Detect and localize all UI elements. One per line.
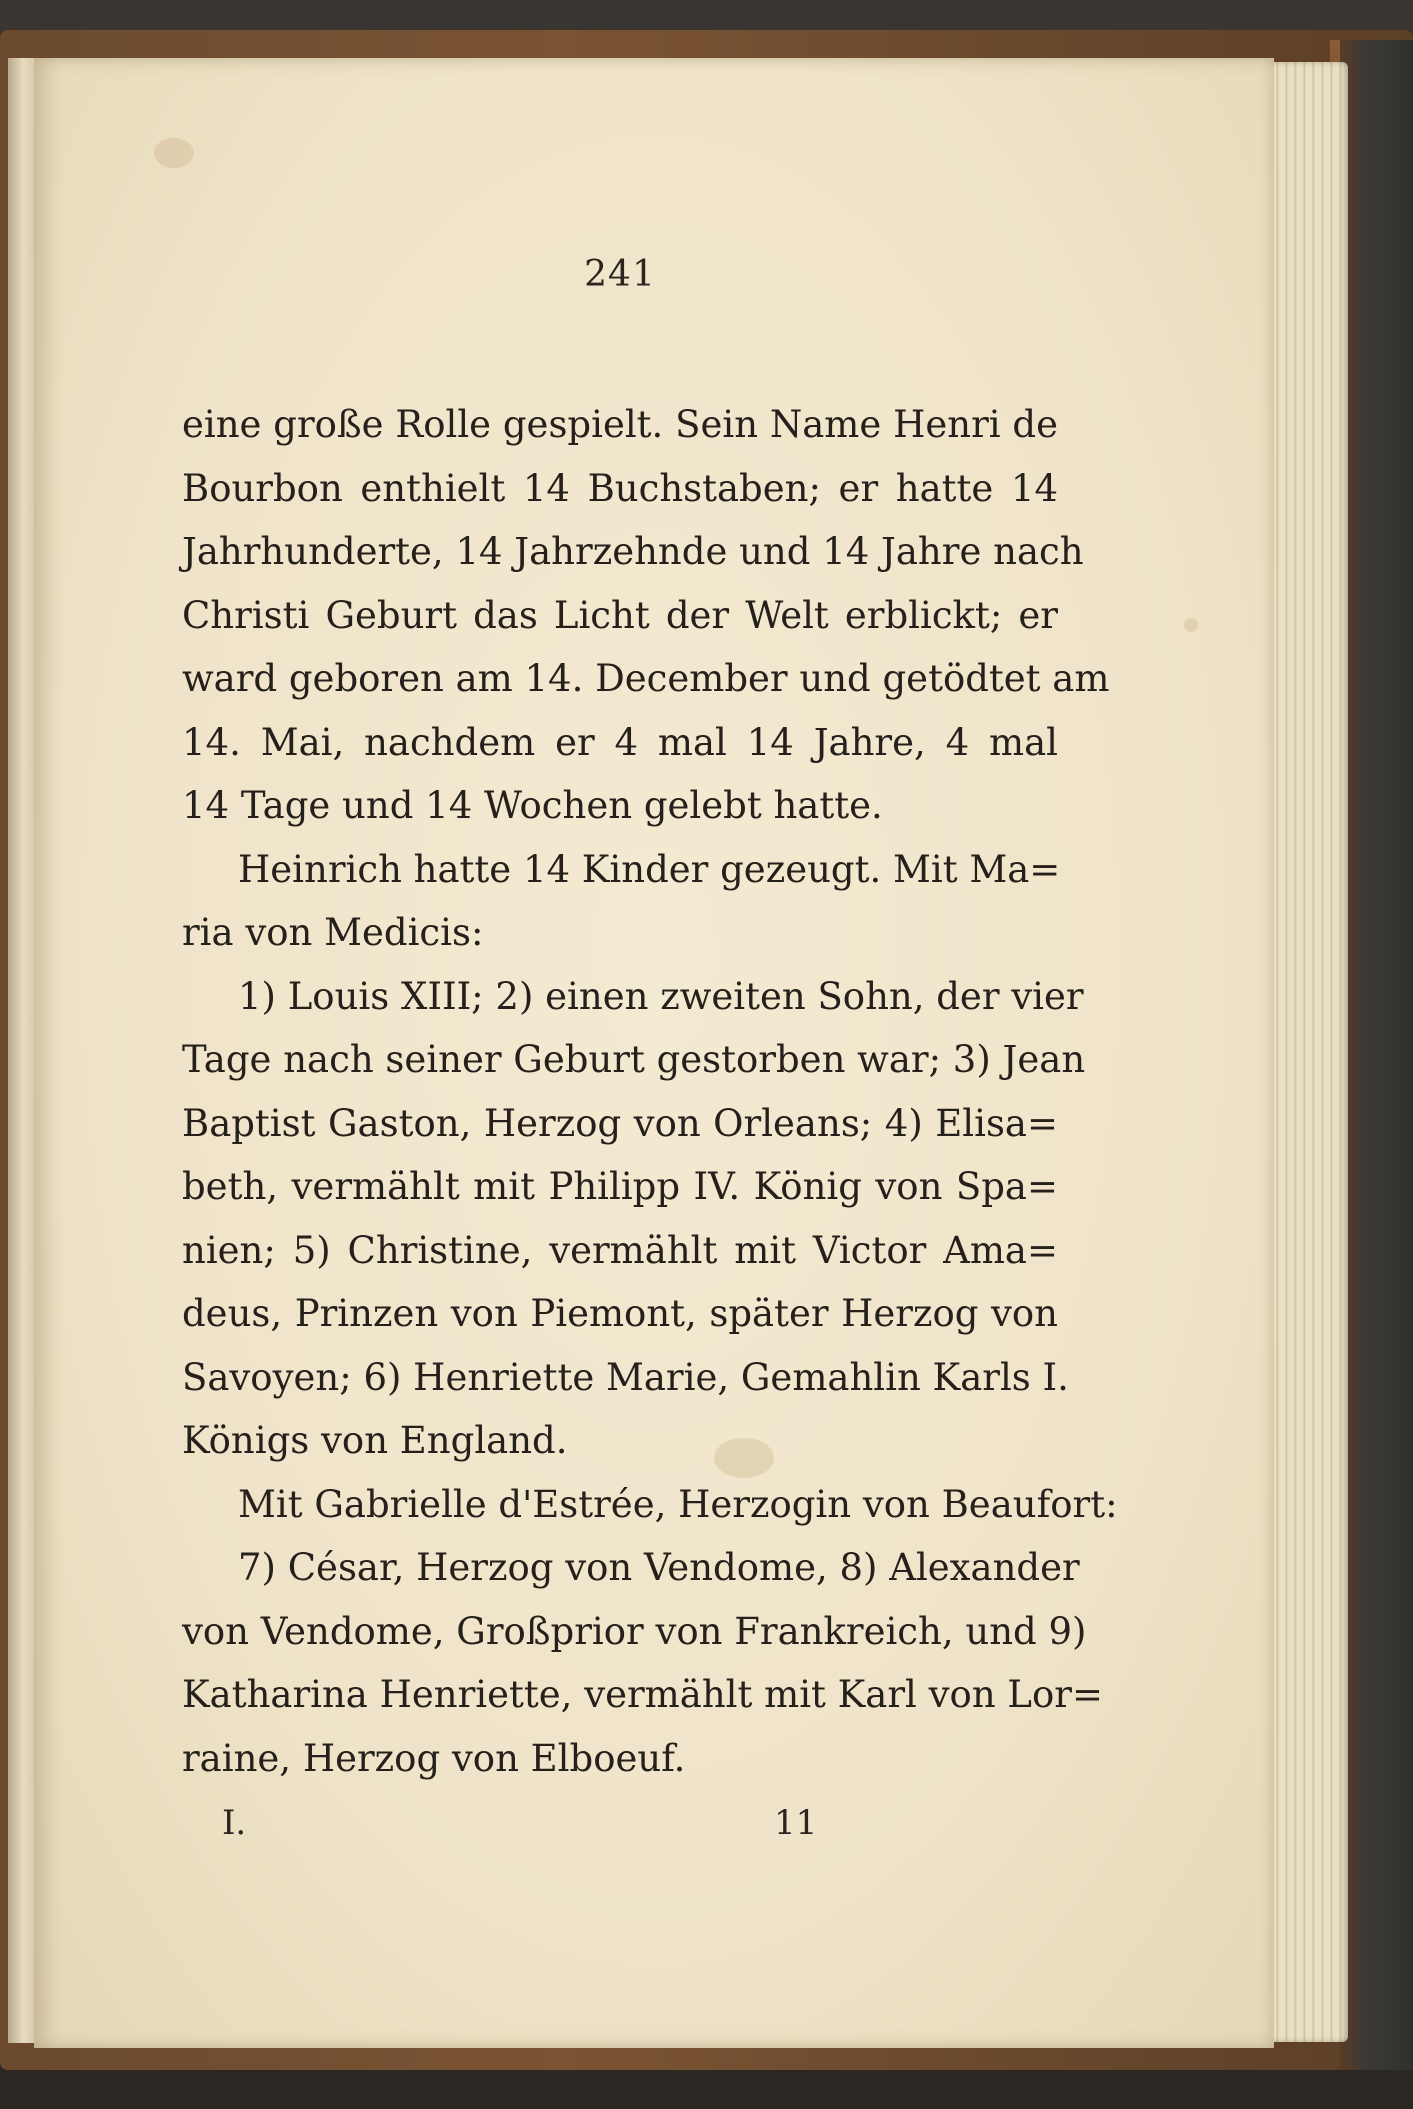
- text-line: Heinrich hatte 14 Kinder gezeugt. Mit Ma=: [238, 847, 1061, 891]
- text-line: ward geboren am 14. December und getödtet am: [182, 657, 1110, 700]
- text-line: Christi Geburt das Licht der Welt erblickt; er: [182, 593, 1058, 637]
- book-page: [34, 58, 1274, 2048]
- page-number: 241: [584, 254, 656, 295]
- page-edges: [1270, 62, 1348, 2042]
- text-line: nien; 5) Christine, vermählt mit Victor Ama=: [182, 1228, 1058, 1272]
- text-line: 14 Tage und 14 Wochen gelebt hatte.: [182, 784, 883, 827]
- signature-mark: I.: [222, 1803, 247, 1843]
- text-line: Mit Gabrielle d'Estrée, Herzogin von Beaufort:: [238, 1482, 1118, 1526]
- foxing-spot: [154, 138, 194, 168]
- text-line: ria von Medicis:: [182, 911, 484, 954]
- text-line: Bourbon enthielt 14 Buchstaben; er hatte 14: [182, 466, 1058, 510]
- text-line: 1) Louis XIII; 2) einen zweiten Sohn, der vier: [238, 974, 1084, 1018]
- text-line: Baptist Gaston, Herzog von Orleans; 4) Elisa=: [182, 1101, 1058, 1145]
- text-line: von Vendome, Großprior von Frankreich, und 9): [182, 1609, 1087, 1653]
- text-line: Katharina Henriette, vermählt mit Karl von Lor=: [182, 1673, 1103, 1716]
- text-line: raine, Herzog von Elboeuf.: [182, 1736, 686, 1780]
- book-cover-spine-edge: [1340, 40, 1413, 2070]
- signature-number: 11: [774, 1803, 818, 1843]
- text-line: Jahrhunderte, 14 Jahrzehnde und 14 Jahre nach: [182, 530, 1084, 573]
- text-line: 14. Mai, nachdem er 4 mal 14 Jahre, 4 mal: [182, 720, 1058, 764]
- text-line: 7) César, Herzog von Vendome, 8) Alexander: [238, 1546, 1080, 1589]
- text-line: beth, vermählt mit Philipp IV. König von Spa=: [182, 1165, 1058, 1208]
- text-line: Tage nach seiner Geburt gestorben war; 3) Jean: [182, 1038, 1086, 1081]
- text-line: deus, Prinzen von Piemont, später Herzog von: [182, 1292, 1058, 1335]
- text-line: Savoyen; 6) Henriette Marie, Gemahlin Karls I.: [182, 1355, 1069, 1399]
- text-line: eine große Rolle gespielt. Sein Name Henri de: [182, 403, 1058, 446]
- body-text: [182, 393, 1118, 1790]
- foxing-spot: [1184, 618, 1198, 632]
- text-line: Königs von England.: [182, 1419, 568, 1462]
- previous-page-edge: [8, 58, 35, 2043]
